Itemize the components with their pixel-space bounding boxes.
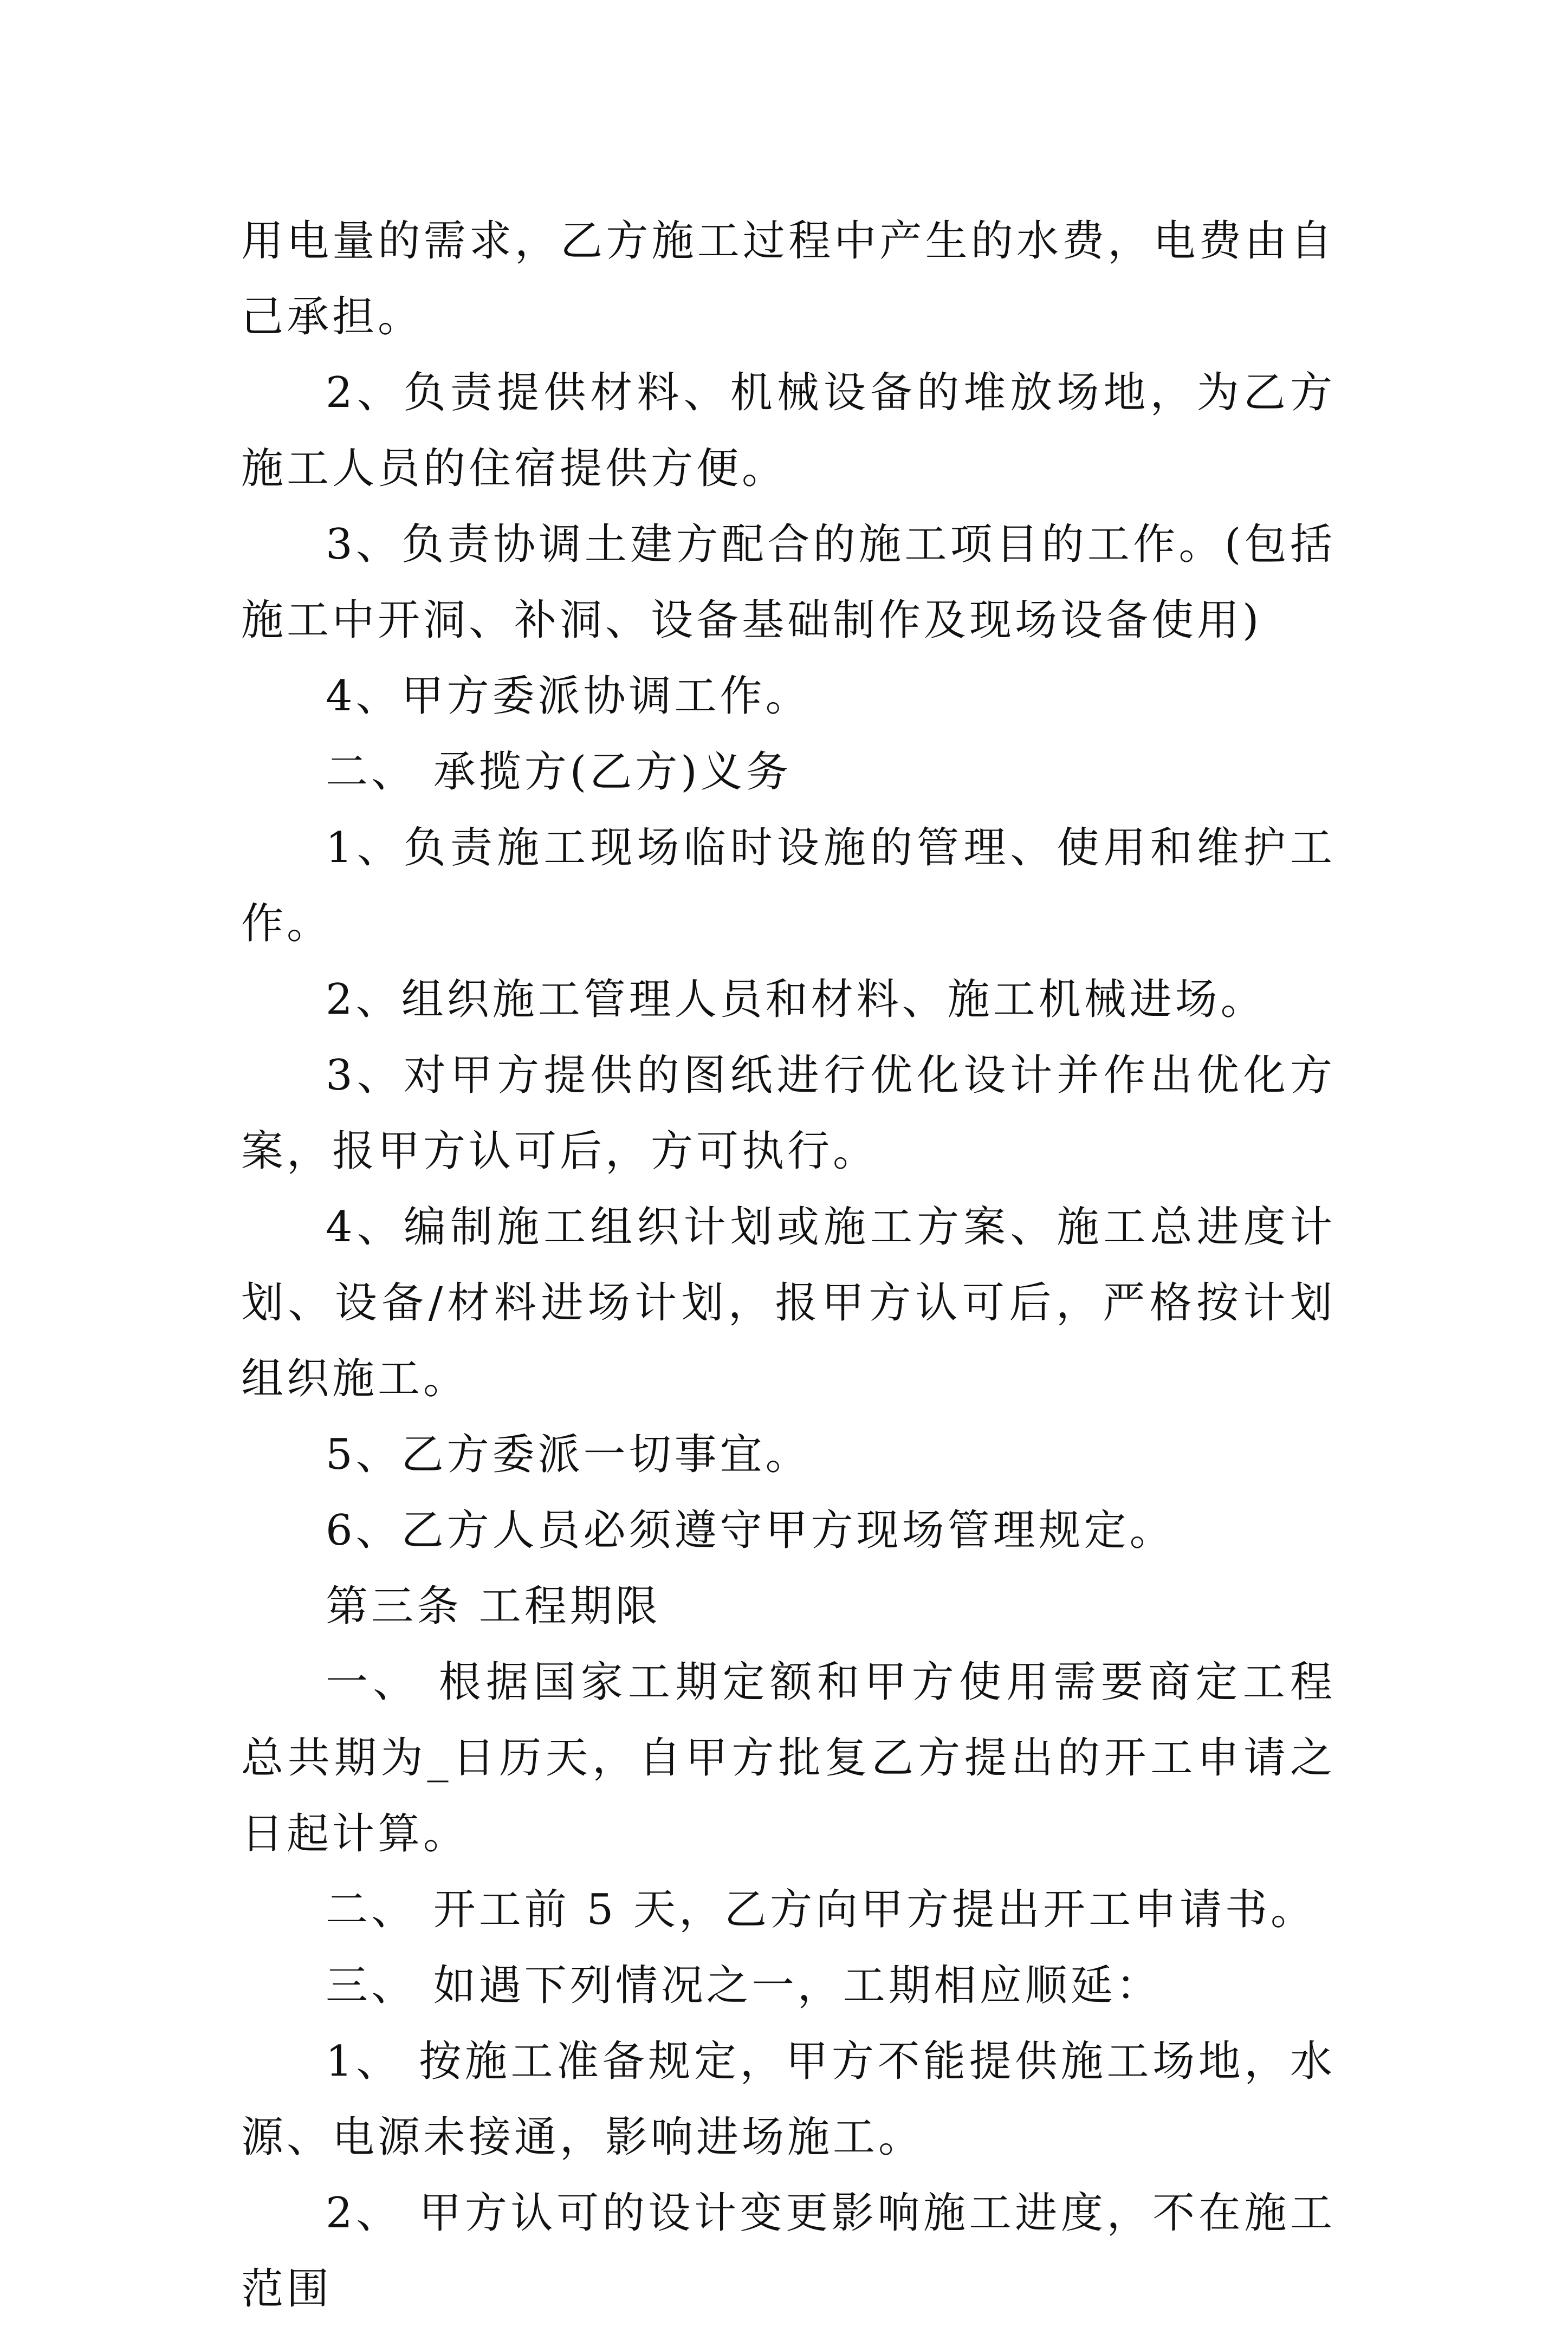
paragraph: 三、 如遇下列情况之一，工期相应顺延： — [326, 1961, 1162, 2010]
paragraph: 6、乙方人员必须遵守甲方现场管理规定。 — [326, 1506, 1175, 1555]
paragraph: 1、 按施工准备规定，甲方不能提供施工场地，水源、电源未接通，影响进场施工。 — [241, 2037, 1336, 2162]
paragraph: 1、负责施工现场临时设施的管理、使用和维护工作。 — [241, 824, 1336, 948]
paragraph: 3、负责协调土建方配合的施工项目的工作。(包括施工中开洞、补洞、设备基础制作及现场设备使用) — [241, 520, 1336, 645]
paragraph: 2、 甲方认可的设计变更影响施工进度，不在施工范围 — [241, 2189, 1336, 2313]
paragraph: 用电量的需求，乙方施工过程中产生的水费，电费由自己承担。 — [241, 217, 1336, 341]
document-body — [241, 203, 1336, 2327]
paragraph: 4、甲方委派协调工作。 — [326, 672, 811, 721]
paragraph: 二、 开工前 5 天，乙方向甲方提出开工申请书。 — [326, 1885, 1317, 1934]
section-heading: 二、 承揽方(乙方)义务 — [326, 748, 792, 796]
paragraph: 2、组织施工管理人员和材料、施工机械进场。 — [326, 975, 1266, 1024]
paragraph: 3、对甲方提供的图纸进行优化设计并作出优化方案，报甲方认可后，方可执行。 — [241, 1051, 1336, 1176]
article-heading: 第三条 工程期限 — [326, 1582, 661, 1631]
paragraph: 一、 根据国家工期定额和甲方使用需要商定工程总共期为_日历天，自甲方批复乙方提出的开工申请之日起计算。 — [241, 1658, 1336, 1858]
paragraph: 5、乙方委派一切事宜。 — [326, 1430, 811, 1479]
paragraph: 4、编制施工组织计划或施工方案、施工总进度计划、设备/材料进场计划，报甲方认可后，严格按计划组织施工。 — [241, 1203, 1336, 1403]
paragraph: 2、负责提供材料、机械设备的堆放场地，为乙方施工人员的住宿提供方便。 — [241, 368, 1336, 493]
